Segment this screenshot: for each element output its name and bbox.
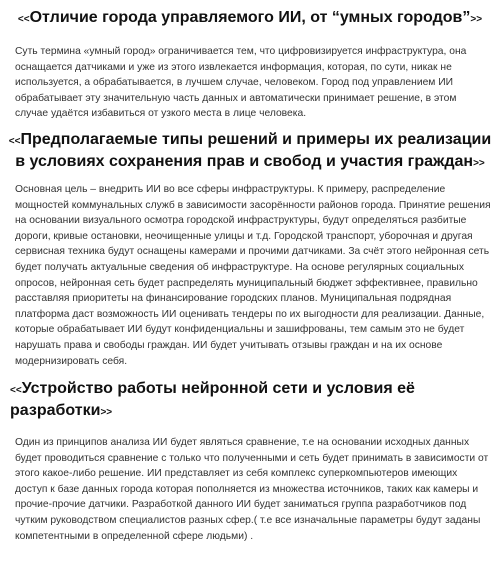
section-title: Отличие города управляемого ИИ, от “умных городов” — [29, 9, 471, 26]
section-body-2: Основная цель – внедрить ИИ во все сферы инфраструктуры. К примеру, распределение мощностей коммунальных служб в зависимости засорённости районов города. Принятие решения на основании визуального осмотра городской инфраструктуры, будут определяться разбитые дороги, кривые остановки, неочищенные улицы и т.д. Городской транспорт, уборочная и другая сервисная техника будут оснащены камерами и прочими датчиками. За счёт этого нейронная сеть будет получать актуальные сведения об инфраструктуре. На основе регулярных социальных опросов, нейронная сеть будет распределять муниципальный бюджет эффективнее, правильно расставляя приоритеты на финансирование городских планов. Муниципальная подрядная платформа даст возможность ИИ оценивать тендеры по их выгодности для реализации. Данные, которые обрабатывает ИИ будут конфиденциальны и зашифрованы, тем самым это не будет нарушать права и свободы граждан. ИИ будет учитывать отзывы граждан и на их основе модернизировать себя. — [15, 183, 491, 367]
close-quote: >> — [470, 14, 483, 25]
close-quote: >> — [100, 407, 113, 419]
open-quote: << — [10, 385, 22, 397]
section-heading-3 — [10, 379, 492, 423]
section-heading-2 — [8, 130, 492, 174]
section-title: Предполагаемые типы решений и примеры их реализации в условиях сохранения прав и свобод и участия граждан — [15, 130, 492, 170]
open-quote: << — [17, 14, 30, 25]
open-quote: << — [8, 135, 21, 147]
close-quote: >> — [473, 157, 485, 169]
section-body-3: Один из принципов анализа ИИ будет являться сравнение, т.е на основании исходных данных будет проводиться сравнение с только что полученными и сеть будет принимать в зависимости от этого какое-либо решение. ИИ представляет из себя комплекс суперкомпьютеров имеющих доступ к базе данных города которая пополняется из множества источников, таких как камеры и прочие-прочие датчики. Разработкой данного ИИ будет заниматься группа разработчиков под чутким руководством специалистов разных сфер.( т.е все изначальные параметры будут заданы компетентными в определенной сфере людьми) . — [15, 437, 489, 542]
section-heading-1 — [8, 0, 492, 30]
section-body-1: Суть термина «умный город» ограничивается тем, что цифровизируется инфраструктура, она оснащается датчиками и уже из этого извлекается информация, которая, по сути, никак не используется, а обрабатывается, в лучшем случае, человеком. Город под управлением ИИ обрабатывает эту значительную часть данных и автоматически принимает решение, в этом случае удаётся избавиться от узкого места в лице человека. — [15, 46, 467, 120]
section-title: Устройство работы нейронной сети и условия её разработки — [10, 380, 415, 420]
